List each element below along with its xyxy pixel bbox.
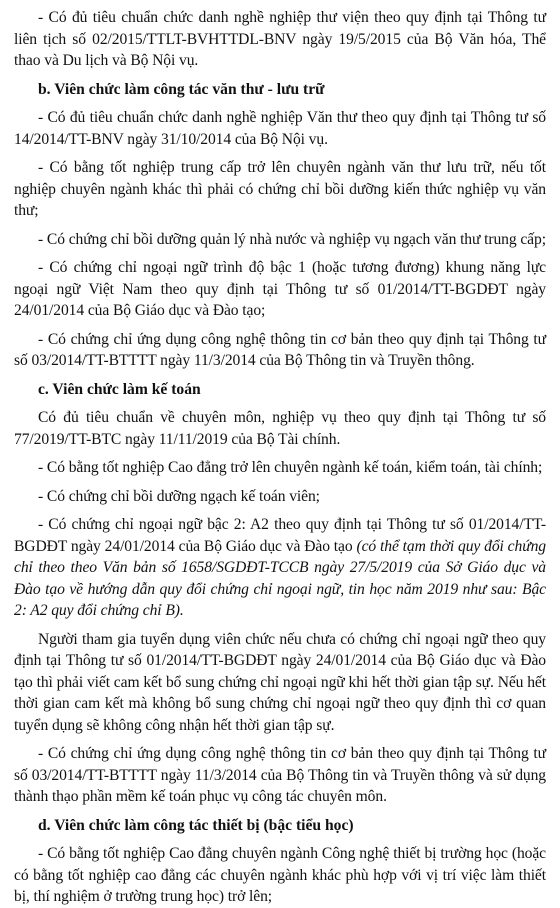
paragraph-c4-italic-note: (có thể tạm thời quy đổi chứng chỉ theo theo Văn bản số 1658/SGDĐT-TCCB ngày 27/5/2019 của Sở Giáo dục và Đào tạo về hướng dẫn quy đổi chứng chỉ ngoại ngữ, tin học năm 2019 như sau: Bậc 2: A2 quy đổi chứng chỉ B). — [14, 537, 546, 619]
paragraph-b2: - Có bằng tốt nghiệp trung cấp trở lên chuyên ngành văn thư lưu trữ, nếu tốt nghiệp chuyên ngành khác thì phải có chứng chỉ bồi dưỡng kiến thức nghiệp vụ văn thư; — [14, 159, 546, 219]
paragraph-c4 — [14, 514, 546, 622]
paragraph-library-standard: - Có đủ tiêu chuẩn chức danh nghề nghiệp thư viện theo quy định tại Thông tư liên tịch số 02/2015/TTLT-BVHTTDL-BNV ngày 19/5/2015 của Bộ Văn hóa, Thể thao và Du lịch và Bộ Nội vụ. — [14, 9, 546, 69]
paragraph-c5: Người tham gia tuyển dụng viên chức nếu chưa có chứng chỉ ngoại ngữ theo quy định tại Thông tư số 01/2014/TT-BGDĐT ngày 24/01/2014 của Bộ Giáo dục và Đào tạo thì phải viết cam kết bổ sung chứng chỉ ngoại ngữ khi hết thời gian tập sự. Nếu hết thời gian cam kết mà không bổ sung chứng chỉ ngoại ngữ theo quy định thì cơ quan tuyển dụng sẽ không công nhận hết thời gian tập sự. — [14, 630, 546, 734]
paragraph-c3: - Có chứng chỉ bồi dưỡng ngạch kế toán viên; — [38, 487, 320, 505]
paragraph-d1: - Có bằng tốt nghiệp Cao đẳng chuyên ngành Công nghệ thiết bị trường học (hoặc có bằng tốt nghiệp cao đẳng các chuyên ngành khác phù hợp với vị trí việc làm thiết bị, thí nghiệm ở trường trung học) trở lên; — [14, 845, 546, 905]
paragraph-b4: - Có chứng chỉ ngoại ngữ trình độ bậc 1 (hoặc tương đương) khung năng lực ngoại ngữ Việt Nam theo quy định tại Thông tư số 01/2014/TT-BGDĐT ngày 24/01/2014 của Bộ Giáo dục và Đào tạo; — [14, 259, 546, 319]
heading-section-b: b. Viên chức làm công tác văn thư - lưu trữ — [38, 80, 325, 98]
paragraph-c1: Có đủ tiêu chuẩn về chuyên môn, nghiệp vụ theo quy định tại Thông tư số 77/2019/TT-BTC ngày 11/11/2019 của Bộ Tài chính. — [14, 409, 546, 448]
paragraph-b3: - Có chứng chỉ bồi dưỡng quản lý nhà nước và nghiệp vụ ngạch văn thư trung cấp; — [38, 230, 546, 248]
paragraph-b5: - Có chứng chỉ ứng dụng công nghệ thông tin cơ bản theo quy định tại Thông tư số 03/2014/TT-BTTTT ngày 11/3/2014 của Bộ Thông tin và Truyền thông. — [14, 330, 546, 369]
paragraph-b1: - Có đủ tiêu chuẩn chức danh nghề nghiệp Văn thư theo quy định tại Thông tư số 14/2014/TT-BNV ngày 31/10/2014 của Bộ Nội vụ. — [14, 109, 546, 148]
paragraph-c4-main: - Có chứng chỉ ngoại ngữ bậc 2: A2 theo quy định tại Thông tư số 01/2014/TT-BGDĐT ngày 24/01/2014 của Bộ Giáo dục và Đào tạo — [14, 516, 546, 555]
heading-section-c: c. Viên chức làm kế toán — [38, 380, 201, 398]
heading-section-d: d. Viên chức làm công tác thiết bị (bậc tiểu học) — [38, 816, 354, 834]
paragraph-c6: - Có chứng chỉ ứng dụng công nghệ thông tin cơ bản theo quy định tại Thông tư số 03/2014/TT-BTTTT ngày 11/3/2014 của Bộ Thông tin và Truyền thông và sử dụng thành thạo phần mềm kế toán phục vụ công tác chuyên môn. — [14, 745, 546, 805]
paragraph-c2: - Có bằng tốt nghiệp Cao đẳng trở lên chuyên ngành kế toán, kiểm toán, tài chính; — [38, 459, 543, 476]
